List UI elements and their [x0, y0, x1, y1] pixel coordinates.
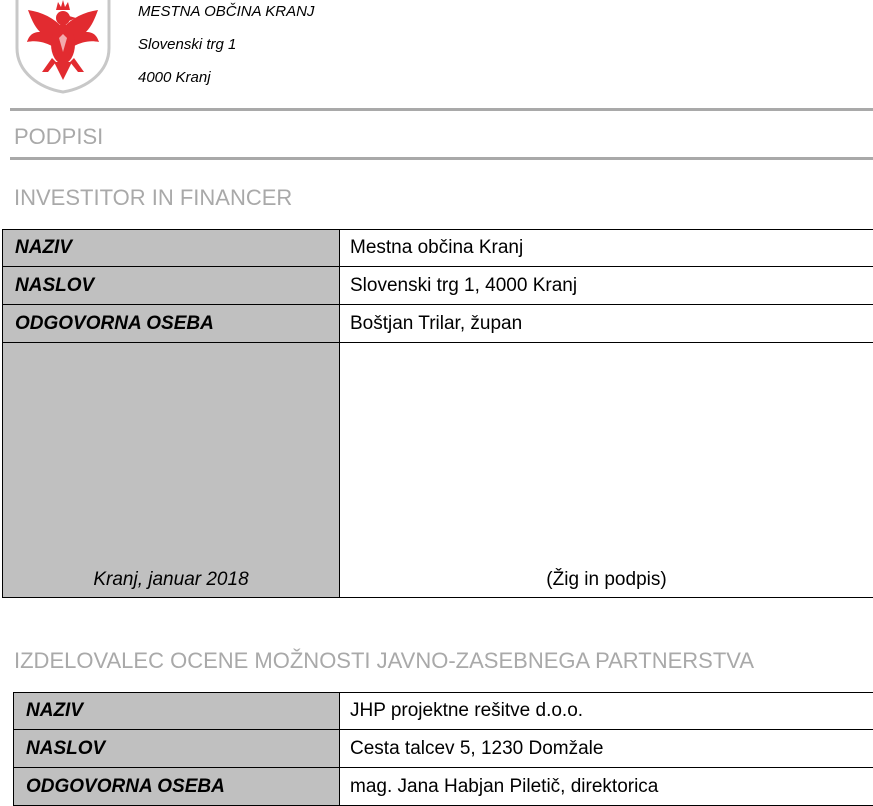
title-rule-top	[10, 108, 873, 111]
row-label: NASLOV	[3, 267, 340, 305]
section1-table	[2, 229, 873, 598]
row-value: JHP projektne rešitve d.o.o.	[340, 693, 873, 730]
row-label: NAZIV	[3, 230, 340, 267]
row-label: ODGOVORNA OSEBA	[14, 768, 340, 806]
section2-table	[13, 692, 873, 806]
title-rule-bottom	[10, 157, 873, 160]
signature-row	[3, 343, 873, 598]
section2-title: IZDELOVALEC OCENE MOŽNOSTI JAVNO-ZASEBNEGA PARTNERSTVA	[14, 648, 754, 674]
letterhead-city: 4000 Kranj	[138, 69, 211, 86]
row-value: Slovenski trg 1, 4000 Kranj	[340, 267, 873, 305]
table-row	[3, 230, 873, 267]
letterhead-org-name: MESTNA OBČINA KRANJ	[138, 3, 314, 20]
row-label: NASLOV	[14, 730, 340, 768]
row-label: ODGOVORNA OSEBA	[3, 305, 340, 343]
row-value: Mestna občina Kranj	[340, 230, 873, 267]
municipality-crest	[14, 0, 112, 94]
table-row	[3, 267, 873, 305]
table-row	[14, 693, 873, 730]
signature-note: (Žig in podpis)	[340, 343, 873, 598]
letterhead-street: Slovenski trg 1	[138, 36, 236, 53]
page-title: PODPISI	[14, 124, 103, 150]
row-value: Cesta talcev 5, 1230 Domžale	[340, 730, 873, 768]
place-date: Kranj, januar 2018	[3, 343, 340, 598]
row-label: NAZIV	[14, 693, 340, 730]
table-row	[3, 305, 873, 343]
row-value: Boštjan Trilar, župan	[340, 305, 873, 343]
eagle-crest-icon	[14, 0, 112, 94]
row-value: mag. Jana Habjan Piletič, direktorica	[340, 768, 873, 806]
section1-title: INVESTITOR IN FINANCER	[14, 185, 292, 211]
table-row	[14, 730, 873, 768]
